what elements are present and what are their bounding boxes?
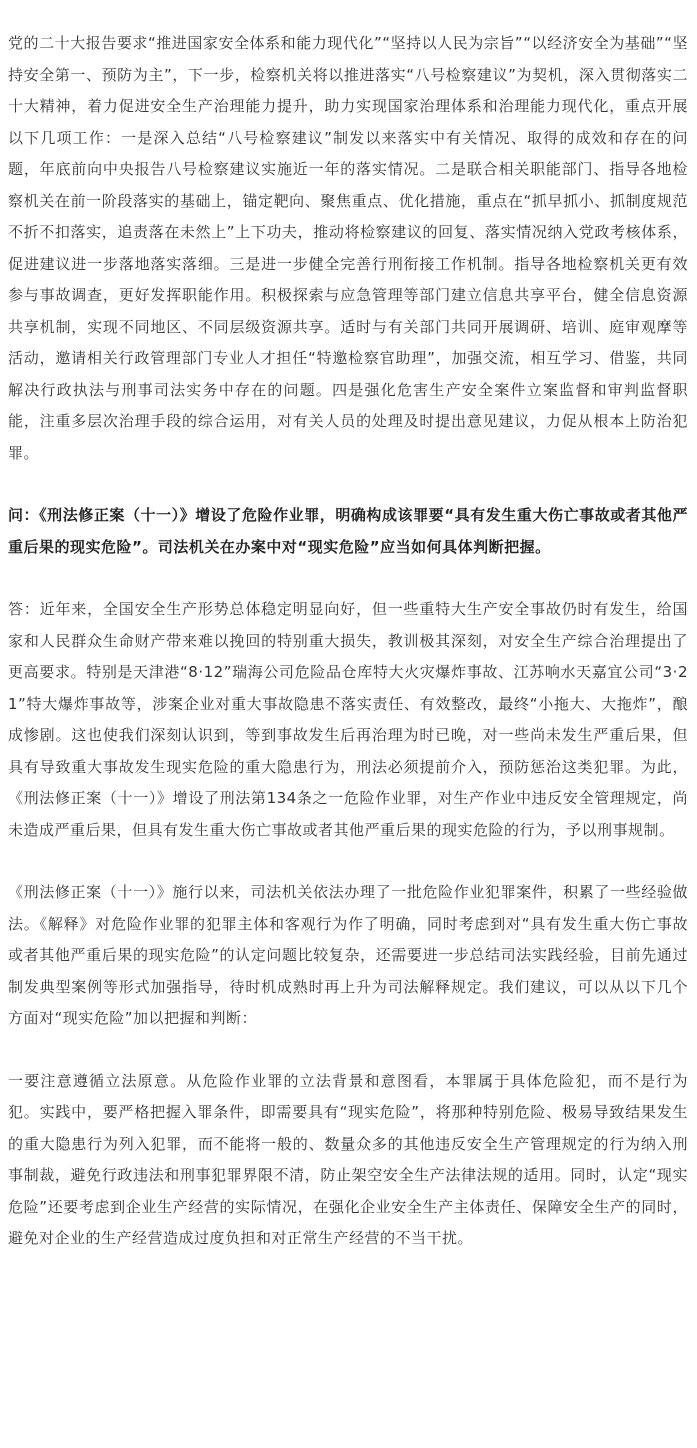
answer-paragraph: 答：近年来，全国安全生产形势总体稳定明显向好，但一些重特大生产安全事故仍时有发生，给国家和人民群众生命财产带来难以挽回的特别重大损失，教训极其深刻，对安全生产综合治理提出了更高要求。特别是天津港“8·12”瑞海公司危险品仓库特大火灾爆炸事故、江苏响水天嘉宜公司“3·21”特大爆炸事故等，涉案企业对重大事故隐患不落实责任、有效整改，最终“小拖大、大拖炸”，酿成惨剧。这也使我们深刻认识到，等到事故发生后再治理为时已晚，对一些尚未发生严重后果，但具有导致重大事故发生现实危险的重大隐患行为，刑法必须提前介入，预防惩治这类犯罪。为此，《刑法修正案（十一）》增设了刑法第134条之一危险作业罪，对生产作业中违反安全管理规定，尚未造成严重后果，但具有发生重大伤亡事故或者其他严重后果的现实危险的行为，予以刑事规制。 xyxy=(8,600,688,839)
paragraph-legislative-intent: 一要注意遵循立法原意。从危险作业罪的立法背景和意图看，本罪属于具体危险犯，而不是行为犯。实践中，要严格把握入罪条件，即需要具有“现实危险”，将那种特别危险、极易导致结果发生的重大隐患行为列入犯罪，而不能将一般的、数量众多的其他违反安全生产管理规定的行为纳入刑事制裁，避免行政违法和刑事犯罪界限不清，防止架空安全生产法律法规的适用。同时，认定“现实危险”还要考虑到企业生产经营的实际情况，在强化企业安全生产主体责任、保障安全生产的同时，避免对企业的生产经营造成过度负担和对正常生产经营的不当干扰。 xyxy=(8,1071,688,1247)
article-body xyxy=(8,28,688,1255)
paragraph-practice: 《刑法修正案（十一）》施行以来，司法机关依法办理了一批危险作业犯罪案件，积累了一些经验做法。《解释》对危险作业罪的犯罪主体和客观行为作了明确，同时考虑到对“具有发生重大伤亡事故或者其他严重后果的现实危险”的认定问题比较复杂，还需要进一步总结司法实践经验，目前先通过制发典型案例等形式加强指导，待时机成熟时再上升为司法解释规定。我们建议，可以从以下几个方面对“现实危险”加以把握和判断： xyxy=(8,883,688,1027)
question-paragraph: 问：《刑法修正案（十一）》增设了危险作业罪，明确构成该罪要“具有发生重大伤亡事故或者其他严重后果的现实危险”。司法机关在办案中对“现实危险”应当如何具体判断把握。 xyxy=(8,506,688,556)
paragraph-work-plan: 党的二十大报告要求“推进国家安全体系和能力现代化”“坚持以人民为宗旨”“以经济安全为基础”“坚持安全第一、预防为主”，下一步，检察机关将以推进落实“八号检察建议”为契机，深入贯彻落实二十大精神，着力促进安全生产治理能力提升，助力实现国家治理体系和治理能力现代化，重点开展以下几项工作：一是深入总结“八号检察建议”制发以来落实中有关情况、取得的成效和存在的问题，年底前向中央报告八号检察建议实施近一年的落实情况。二是联合相关职能部门、指导各地检察机关在前一阶段落实的基础上，锚定靶向、聚焦重点、优化措施，重点在“抓早抓小、抓制度规范不折不扣落实，追责落在未然上”上下功夫，推动将检察建议的回复、落实情况纳入党政考核体系，促进建议进一步落地落实落细。三是进一步健全完善行刑衔接工作机制。指导各地检察机关更有效参与事故调查，更好发挥职能作用。积极探索与应急管理等部门建立信息共享平台，健全信息资源共享机制，实现不同地区、不同层级资源共享。适时与有关部门共同开展调研、培训、庭审观摩等活动，邀请相关行政管理部门专业人才担任“特邀检察官助理”，加强交流，相互学习、借鉴，共同解决行政执法与刑事司法实务中存在的问题。四是强化危害生产安全案件立案监督和审判监督职能，注重多层次治理手段的综合运用，对有关人员的处理及时提出意见建议，力促从根本上防治犯罪。 xyxy=(8,34,688,462)
